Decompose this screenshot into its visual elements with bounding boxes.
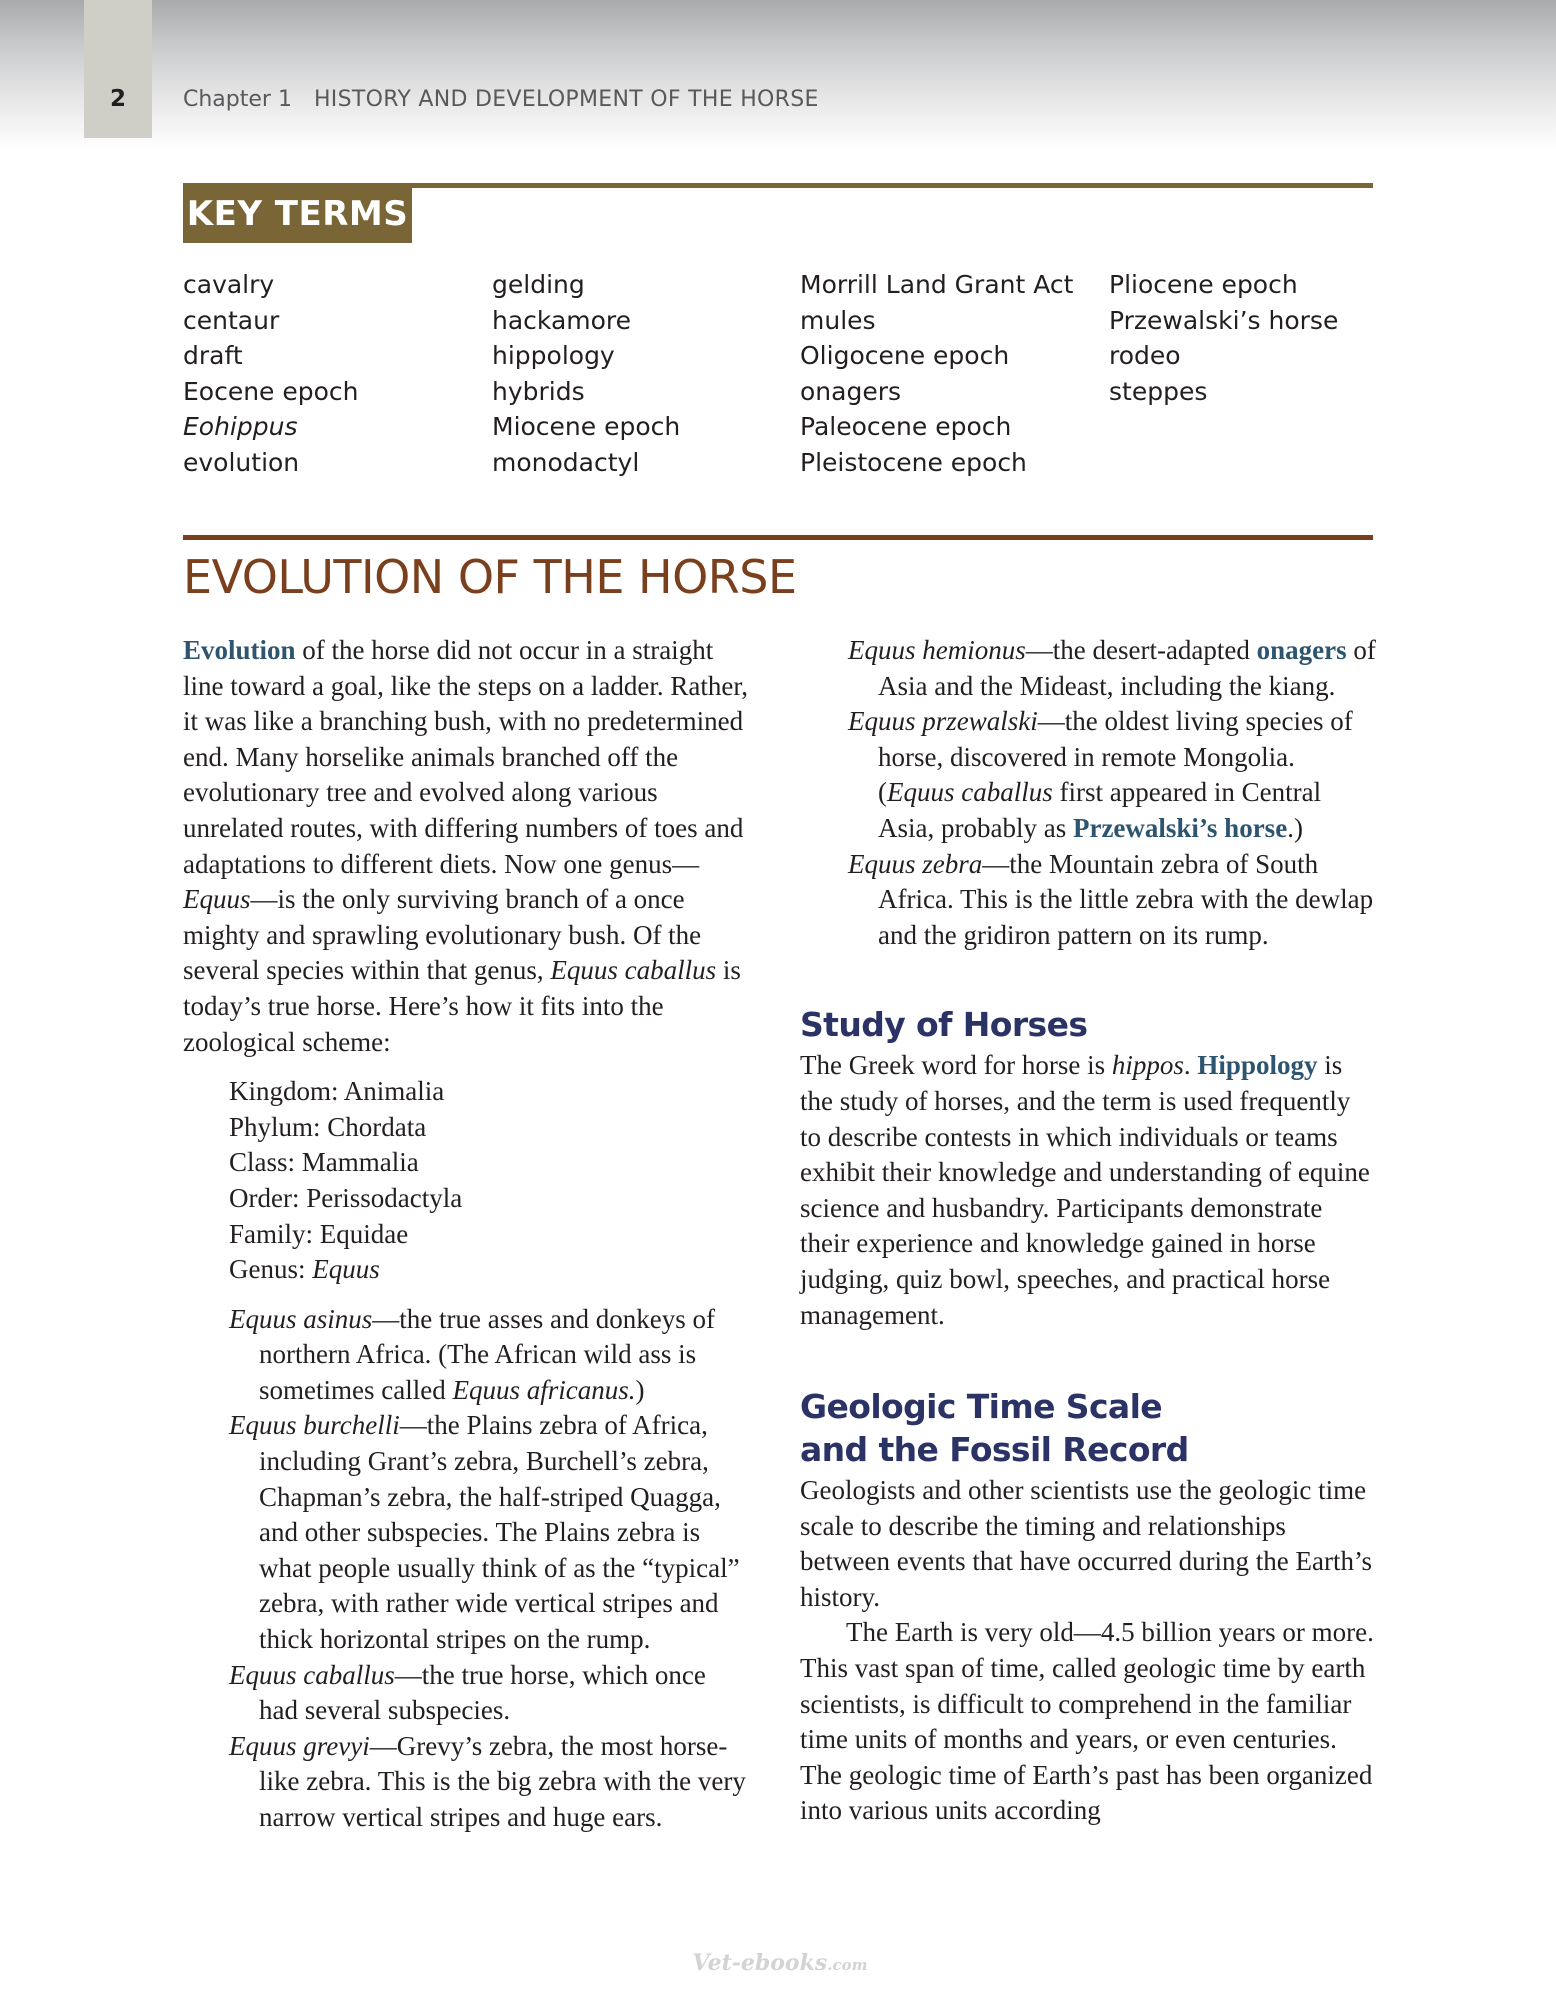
key-term: Pleistocene epoch	[800, 447, 1027, 477]
key-term: monodactyl	[492, 447, 640, 477]
key-term: Paleocene epoch	[800, 412, 1012, 442]
geologic-heading-line-1: Geologic Time Scale	[800, 1387, 1163, 1427]
key-terms-column-2	[492, 267, 792, 481]
page-number: 2	[109, 86, 126, 112]
species-przewalski	[848, 704, 1376, 846]
greek-word: hippos	[1111, 1050, 1184, 1081]
section-rule	[183, 535, 1373, 540]
geologic-heading	[800, 1385, 1376, 1471]
key-term: rodeo	[1109, 341, 1181, 371]
taxonomy-list	[229, 1074, 748, 1288]
species-text: of Asia and the Mideast, including the kiang.	[878, 635, 1376, 701]
taxonomy-kingdom: Kingdom: Animalia	[229, 1076, 445, 1107]
key-term: cavalry	[183, 270, 275, 299]
species-name: Equus caballus	[229, 1659, 395, 1690]
species-text: —the Plains zebra of Africa, including Grant’s zebra, Burchell’s zebra, Chapman’s zebra, the half-striped Quagga, and other subspecies. The Plains zebra is what people usually think of as the “typical” zebra, with rather wide vertical stripes and thick horizontal stripes on the rump.	[259, 1410, 740, 1655]
page-number-tab	[84, 0, 152, 138]
species-text: —the oldest living species of horse, discovered in remote Mongolia. (	[878, 706, 1353, 808]
key-term: onagers	[800, 376, 902, 406]
key-term: Eohippus	[183, 412, 298, 442]
section-title: EVOLUTION OF THE HORSE	[183, 550, 797, 604]
key-term: hippology	[492, 341, 615, 371]
species-text: —the desert-adapted	[1025, 635, 1257, 665]
key-term: Eocene epoch	[183, 376, 359, 406]
study-heading: Study of Horses	[800, 1005, 1088, 1045]
species-text: —the true asses and donkeys of northern Africa. (The African wild ass is sometimes called	[259, 1303, 715, 1405]
key-terms-column-3	[800, 267, 1100, 481]
header-band	[0, 0, 1556, 150]
left-column	[183, 633, 748, 1836]
geologic-paragraph-1: Geologists and other scientists use the geologic time scale to describe the timing and relationships between events that have occurred during the Earth’s history.	[800, 1475, 1373, 1612]
species-zebra	[848, 847, 1376, 954]
species-name: Equus przewalski	[848, 706, 1038, 737]
species-list-right	[848, 633, 1376, 953]
key-terms-heading: KEY TERMS	[183, 186, 412, 243]
intro-text: is today’s true horse. Here’s how it fits into the zoological scheme:	[183, 955, 741, 1057]
watermark-text: Vet-ebooks	[692, 1950, 828, 1976]
species-text: —the true horse, which once had several subspecies.	[259, 1659, 706, 1726]
species-alt-name: Equus africanus.	[452, 1374, 636, 1405]
study-text: The Greek word for horse is	[800, 1050, 1112, 1081]
key-terms-column-1	[183, 267, 483, 481]
geologic-heading-line-2: and the Fossil Record	[800, 1430, 1189, 1470]
species-text: —the Mountain zebra of South Africa. This is the little zebra with the dewlap and the gridiron pattern on its rump.	[878, 848, 1374, 950]
key-term: hybrids	[492, 376, 585, 406]
key-term: mules	[800, 305, 876, 335]
species-name: Equus asinus	[229, 1303, 373, 1334]
species-alt-name: Equus caballus	[887, 777, 1053, 808]
keyword-onagers: onagers	[1256, 635, 1347, 665]
key-term: evolution	[183, 447, 300, 477]
keyword-przewalskis-horse: Przewalski’s horse	[1072, 812, 1288, 843]
key-term: Pliocene epoch	[1109, 270, 1298, 299]
taxonomy-genus-label: Genus:	[229, 1254, 313, 1285]
taxonomy-order: Order: Perissodactyla	[229, 1182, 463, 1213]
species-name: Equus burchelli	[229, 1410, 400, 1441]
key-term: draft	[183, 341, 243, 371]
taxonomy-class: Class: Mammalia	[229, 1147, 419, 1178]
chapter-title: HISTORY AND DEVELOPMENT OF THE HORSE	[313, 87, 819, 112]
watermark	[690, 1950, 870, 1976]
taxonomy-genus-value: Equus	[312, 1254, 380, 1285]
key-term: Oligocene epoch	[800, 341, 1010, 371]
species-text: .)	[1287, 812, 1303, 843]
species-list-left	[229, 1302, 748, 1836]
key-term: gelding	[492, 270, 585, 299]
intro-text: —is the only surviving branch of a once mighty and sprawling evolutionary bush. Of the several species within that genus,	[183, 884, 702, 986]
species-name: Equus caballus	[550, 955, 717, 986]
species-text: )	[635, 1374, 645, 1405]
species-text: —Grevy’s zebra, the most horse-like zebra. This is the big zebra with the very narrow vertical stripes and huge ears.	[259, 1730, 746, 1832]
species-burchelli	[229, 1408, 748, 1657]
species-grevyi	[229, 1729, 748, 1836]
running-head	[183, 87, 819, 112]
key-terms-column-4	[1109, 267, 1409, 409]
species-text: first appeared in Central Asia, probably as	[878, 777, 1322, 843]
intro-paragraph	[183, 633, 748, 1060]
species-caballus	[229, 1658, 748, 1729]
key-term: hackamore	[492, 305, 632, 335]
intro-text: of the horse did not occur in a straight line toward a goal, like the steps on a ladder. Rather, it was like a branching bush, with no predetermined end. Many horselike animals branched off the evolutionary tree and evolved along various unrelated routes, with differing numbers of toes and adaptations to different diets. Now one genus—	[183, 635, 748, 879]
taxonomy-genus	[229, 1252, 748, 1288]
taxonomy-phylum: Phylum: Chordata	[229, 1111, 427, 1142]
key-term: Morrill Land Grant Act	[800, 270, 1074, 299]
study-text: is the study of horses, and the term is used frequently to describe contests in which individuals or teams exhibit their knowledge and understanding of equine science and husbandry. Participants demonstrate their experience and knowledge gained in horse judging, quiz bowl, speeches, and practical horse management.	[800, 1050, 1370, 1330]
right-column	[800, 633, 1376, 1829]
key-term: centaur	[183, 305, 280, 335]
species-asinus	[229, 1302, 748, 1409]
keyword-evolution: Evolution	[183, 635, 296, 665]
chapter-label: Chapter 1	[183, 87, 292, 112]
keyword-hippology: Hippology	[1197, 1050, 1318, 1081]
geologic-paragraph-2: The Earth is very old—4.5 billion years or more. This vast span of time, called geologic time by earth scientists, is difficult to comprehend in the familiar time units of months and years, or even centuries. The geologic time of Earth’s past has been organized into various units according	[800, 1617, 1374, 1826]
key-term: Przewalski’s horse	[1109, 305, 1339, 335]
species-hemionus	[848, 633, 1376, 704]
species-name: Equus zebra	[848, 848, 983, 879]
genus-name: Equus	[183, 884, 251, 915]
watermark-suffix: .com	[827, 1956, 868, 1974]
taxonomy-family: Family: Equidae	[229, 1218, 409, 1249]
study-text: .	[1183, 1050, 1198, 1081]
species-name: Equus hemionus	[848, 635, 1026, 665]
key-term: steppes	[1109, 376, 1208, 406]
species-name: Equus grevyi	[229, 1730, 370, 1761]
key-term: Miocene epoch	[492, 412, 681, 442]
study-paragraph	[800, 1048, 1376, 1333]
